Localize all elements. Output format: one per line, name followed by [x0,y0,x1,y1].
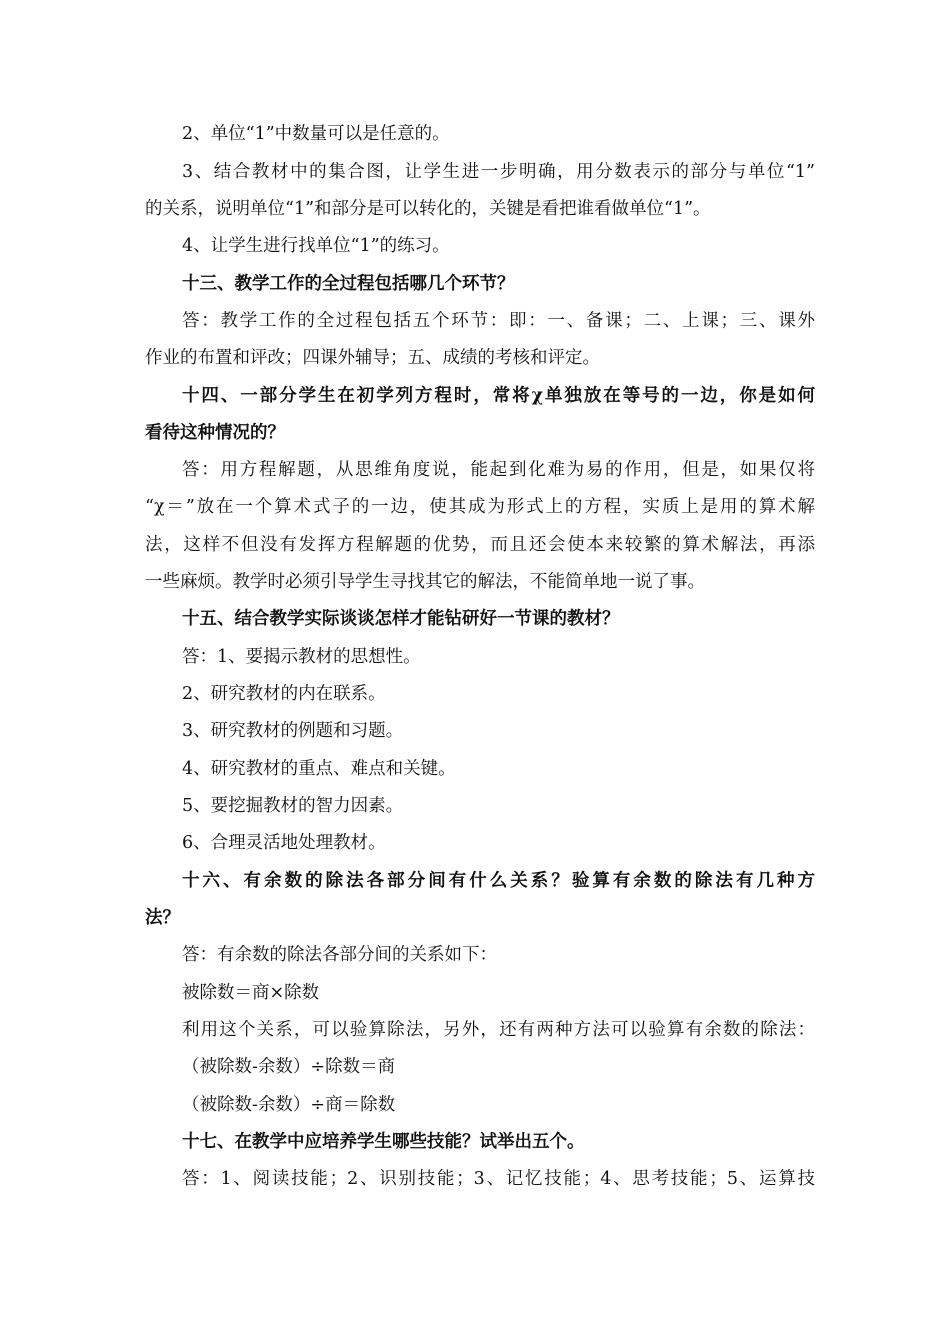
answer-line: 被除数＝商×除数 [182,983,320,1003]
question-heading: 十六、有余数的除法各部分间有什么关系？验算有余数的除法有几种方 [182,871,815,891]
paragraph-line: 3、结合教材中的集合图，让学生进一步明确，用分数表示的部分与单位“1” [182,162,815,182]
answer-line: 答：有余数的除法各部分间的关系如下： [182,945,497,965]
answer-line: 4、研究教材的重点、难点和关键。 [182,759,456,779]
question-heading: 十三、教学工作的全过程包括哪几个环节？ [182,274,515,294]
answer-line: 答：1、要揭示教材的思想性。 [182,647,421,667]
paragraph-line: 的关系，说明单位“1”和部分是可以转化的，关键是看把谁看做单位“1”。 [145,199,711,219]
paragraph-line: 4、让学生进行找单位“1”的练习。 [182,236,450,256]
paragraph-line: 2、单位“1”中数量可以是任意的。 [182,124,450,144]
question-heading: 十五、结合教学实际谈谈怎样才能钻研好一节课的教材？ [182,609,620,629]
answer-line: 法，这样不但没有发挥方程解题的优势，而且还会使本来较繁的算术解法，再添 [145,535,815,555]
question-heading: 十七、在教学中应培养学生哪些技能？试举出五个。 [182,1132,585,1152]
answer-line: 利用这个关系，可以验算除法，另外，还有两种方法可以验算有余数的除法： [182,1020,815,1040]
answer-line: “χ＝”放在一个算术式子的一边，使其成为形式上的方程，实质上是用的算术解 [145,497,815,517]
question-heading: 法？ [145,908,180,928]
answer-line: 3、研究教材的例题和习题。 [182,721,404,741]
answer-line: （被除数-余数）÷商＝除数 [182,1095,396,1115]
answer-line: 一些麻烦。教学时必须引导学生寻找其它的解法，不能简单地一说了事。 [145,572,705,592]
answer-line: 答：教学工作的全过程包括五个环节：即：一、备课；二、上课；三、课外 [182,311,815,331]
answer-line: （被除数-余数）÷除数＝商 [182,1057,396,1077]
answer-line: 答：用方程解题，从思维角度说，能起到化难为易的作用，但是，如果仅将 [182,460,815,480]
answer-line: 答：1、阅读技能；2、识别技能；3、记忆技能；4、思考技能；5、运算技 [182,1169,815,1189]
question-heading: 十四、一部分学生在初学列方程时，常将χ单独放在等号的一边，你是如何 [182,386,815,406]
answer-line: 作业的布置和评改；四课外辅导；五、成绩的考核和评定。 [145,348,600,368]
answer-line: 5、要挖掘教材的智力因素。 [182,796,404,816]
question-heading: 看待这种情况的？ [145,423,285,443]
answer-line: 6、合理灵活地处理教材。 [182,833,386,853]
answer-line: 2、研究教材的内在联系。 [182,684,386,704]
